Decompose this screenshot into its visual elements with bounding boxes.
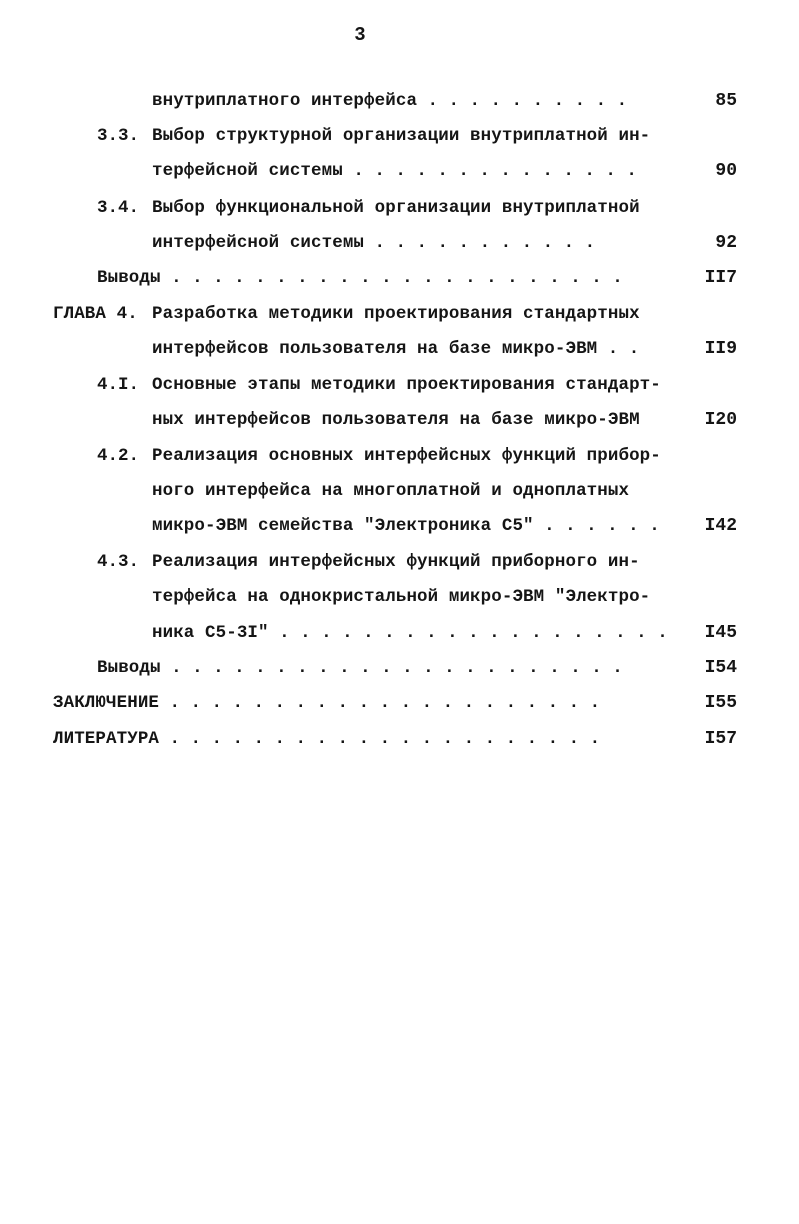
toc-leader-dots: . . . . . . . . . . . . . . . . . . . . . — [159, 693, 601, 713]
toc-entry-title: Реализация основных интерфейсных функций прибор- — [152, 446, 661, 466]
toc-entry-text — [53, 728, 600, 750]
toc-entry-title: интерфейсов пользователя на базе микро-ЭВМ — [152, 339, 598, 359]
toc-entry-title: внутриплатного интерфейса — [152, 91, 418, 111]
toc-entry-text — [152, 90, 627, 112]
toc-entry-text — [152, 622, 668, 644]
page-number: 3 — [354, 24, 366, 46]
toc-entry-text — [152, 160, 637, 182]
toc-page-number: II7 — [704, 268, 737, 288]
toc-page-number: II9 — [704, 339, 737, 359]
toc-entry-text — [97, 267, 623, 289]
toc-section-number: 4.I. — [97, 375, 140, 395]
toc-entry-title: Выбор функциональной организации внутриплатной — [152, 198, 640, 218]
toc-page-number: 92 — [715, 233, 737, 253]
toc-chapter-label: ГЛАВА 4. — [53, 304, 138, 324]
toc-entry-title: микро-ЭВМ семейства "Электроника С5" — [152, 516, 534, 536]
toc-leader-dots: . . . . . . . . . . . . . . . . . . . . . — [159, 729, 601, 749]
toc-entry-title: ных интерфейсов пользователя на базе микро-ЭВМ — [152, 410, 640, 430]
toc-entry-text — [152, 232, 595, 254]
toc-leader-dots: . . . . . . . . . . — [417, 91, 628, 111]
toc-page-number: I54 — [704, 658, 737, 678]
toc-page-number: I42 — [704, 516, 737, 536]
toc-section-number: 4.3. — [97, 552, 140, 572]
toc-leader-dots: . . . . . . . . . . . . . . — [342, 161, 637, 181]
toc-entry-title: Реализация интерфейсных функций приборного ин- — [152, 552, 640, 572]
toc-entry-title: Выбор структурной организации внутриплатной ин- — [152, 126, 651, 146]
toc-entry-text — [97, 657, 623, 679]
toc-entry-title: ЗАКЛЮЧЕНИЕ — [53, 693, 160, 713]
toc-section-number: 3.3. — [97, 126, 140, 146]
toc-entry-title: терфейса на однокристальной микро-ЭВМ "Электро- — [152, 587, 651, 607]
toc-leader-dots: . . . . . . . . . . . . . . . . . . . . . . — [160, 658, 623, 678]
toc-section-number: 3.4. — [97, 198, 140, 218]
toc-entry-text — [152, 515, 660, 537]
toc-entry-title: Выводы — [97, 658, 161, 678]
toc-leader-dots: . . . . . . . . . . . — [364, 233, 596, 253]
toc-page-number: I55 — [704, 693, 737, 713]
toc-page-number: 85 — [715, 91, 737, 111]
toc-entry-title: ника С5-3I" — [152, 623, 269, 643]
toc-page-number: I20 — [704, 410, 737, 430]
toc-page-number: 90 — [715, 161, 737, 181]
toc-leader-dots: . . . . . . . . . . . . . . . . . . . . . . — [160, 268, 623, 288]
toc-section-number: 4.2. — [97, 446, 140, 466]
toc-leader-dots: . . . . . . . . . . . . . . . . . . . — [268, 623, 668, 643]
toc-leader-dots: . . — [597, 339, 640, 359]
toc-entry-title: интерфейсной системы — [152, 233, 365, 253]
toc-entry-title: Разработка методики проектирования стандартных — [152, 304, 640, 324]
toc-page-number: I57 — [704, 729, 737, 749]
toc-entry-text — [152, 338, 639, 360]
toc-entry-title: Выводы — [97, 268, 161, 288]
toc-page-number: I45 — [704, 623, 737, 643]
toc-leader-dots: . . . . . . — [533, 516, 660, 536]
toc-entry-text — [53, 692, 600, 714]
toc-entry-title: Основные этапы методики проектирования стандарт- — [152, 375, 661, 395]
toc-entry-title: ЛИТЕРАТУРА — [53, 729, 160, 749]
toc-entry-title: терфейсной системы — [152, 161, 343, 181]
toc-entry-title: ного интерфейса на многоплатной и одноплатных — [152, 481, 630, 501]
